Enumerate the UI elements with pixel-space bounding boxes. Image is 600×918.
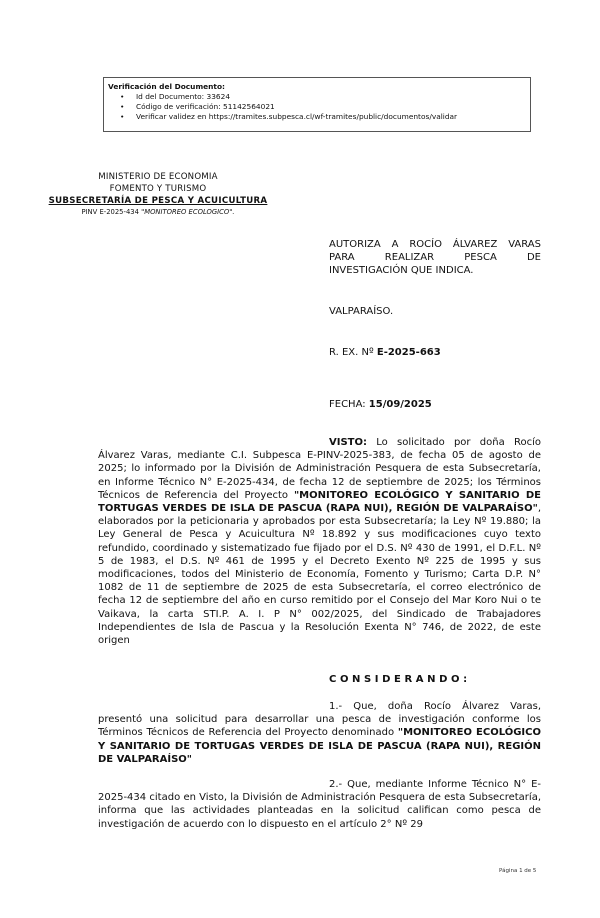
visto-text-1: Lo solicitado por doña Rocío Álvarez Varas, mediante C.I. Subpesca E-PINV-2025-383, de fecha 05 de agosto de 2025; lo informado por la División de Administración Pesquera de esta Subsecretaría, en Informe Técnico N° E-2025-434, de fecha 12 de septiembre de 2025; los Términos Técnicos de Referencia del Proyecto (98, 437, 541, 501)
resolution-number (329, 346, 541, 359)
considerando-item-1 (98, 700, 541, 766)
pinv-prefix: PINV E-2025-434 (81, 208, 142, 216)
subsecretaria-title: SUBSECRETARÍA DE PESCA Y ACUICULTURA (48, 196, 268, 206)
resolution-value: E-2025-663 (376, 347, 441, 358)
verification-url[interactable]: • Verificar validez en https://tramites.subpesca.cl/wf-tramites/public/documentos/validar (136, 112, 526, 122)
document-id: • Id del Documento: 33624 (136, 92, 526, 102)
pinv-reference (34, 207, 282, 217)
considerando-item-2 (98, 778, 541, 831)
visto-label: VISTO: (329, 437, 367, 448)
resolution-date (329, 398, 541, 411)
date-value: 15/09/2025 (368, 399, 432, 410)
considerando-heading: CONSIDERANDO: (329, 674, 471, 685)
considerando-2-text: 2.- Que, mediante Informe Técnico N° E-2025-434 citado en Visto, la División de Administración Pesquera de esta Subsecretaría, informa que las actividades planteadas en la solicitud califican como pesca de investigación de acuerdo con lo dispuesto en el artículo 2° Nº 29 (98, 779, 541, 830)
verification-code: • Código de verificación: 51142564021 (136, 102, 526, 112)
subject-line-3: INVESTIGACIÓN QUE INDICA. (329, 265, 474, 276)
resolution-subject (329, 238, 541, 277)
ministry-line-1: MINISTERIO DE ECONOMIA (98, 172, 218, 182)
verification-title: Verificación del Documento: (108, 82, 225, 91)
ministry-line-2: FOMENTO Y TURISMO (109, 184, 207, 194)
page-number: Página 1 de 5 (499, 868, 537, 874)
date-label: FECHA: (329, 399, 369, 410)
visto-paragraph (98, 436, 541, 647)
visto-project-title: "MONITOREO ECOLÓGICO Y SANITARIO DE TORTUGAS VERDES DE ISLA DE PASCUA (RAPA NUI), REGIÓN DE VALPARAÍSO" (98, 489, 541, 515)
subject-line-1: AUTORIZA A ROCÍO ÁLVAREZ VARAS (329, 239, 541, 250)
visto-text-2: , elaborados por la peticionaria y aprobados por esta Subsecretaría; la Ley Nº 19.880; la Ley General de Pesca y Acuicultura Nº 18.892 y sus modificaciones cuyo texto refundido, coordinado y sistematizado fue fijado por el D.S. Nº 430 de 1991, el D.F.L. Nº 5 de 1983, el D.S. Nº 461 de 1995 y el Decreto Exento Nº 225 de 1995 y sus modificaciones, todos del Ministerio de Economía, Fomento y Turismo; Carta D.P. N° 1082 de 11 de septiembre de 2025 de esta Subsecretaría, el correo electrónico de fecha 12 de septiembre del año en curso remitido por el Consejo del Mar Koro Nui o te Vaikava, la carta STI.P. A. I. P N° 002/2025, del Sindicado de Trabajadores Independientes de Isla de Pascua y la Resolución Exenta N° 746, de 2022, de este origen (98, 503, 541, 647)
subject-line-2: PARA REALIZAR PESCA DE (329, 252, 541, 263)
considerando-1-project-title: "MONITOREO ECOLÓGICO Y SANITARIO DE TORTUGAS VERDES DE ISLA DE PASCUA (RAPA NUI), REGIÓN DE VALPARAÍSO" (98, 727, 541, 765)
verification-box (103, 77, 531, 132)
considerando-1-text: 1.- Que, doña Rocío Álvarez Varas, presentó una solicitud para desarrollar una pesca de investigación conforme los Términos Técnicos de Referencia del Proyecto denominado (98, 701, 541, 739)
city: VALPARAÍSO. (329, 306, 394, 317)
pinv-title: "MONITOREO ECOLOGICO". (141, 208, 235, 216)
resolution-label: R. EX. Nº (329, 347, 377, 358)
verification-list (108, 92, 526, 122)
ministry-header (34, 171, 282, 217)
